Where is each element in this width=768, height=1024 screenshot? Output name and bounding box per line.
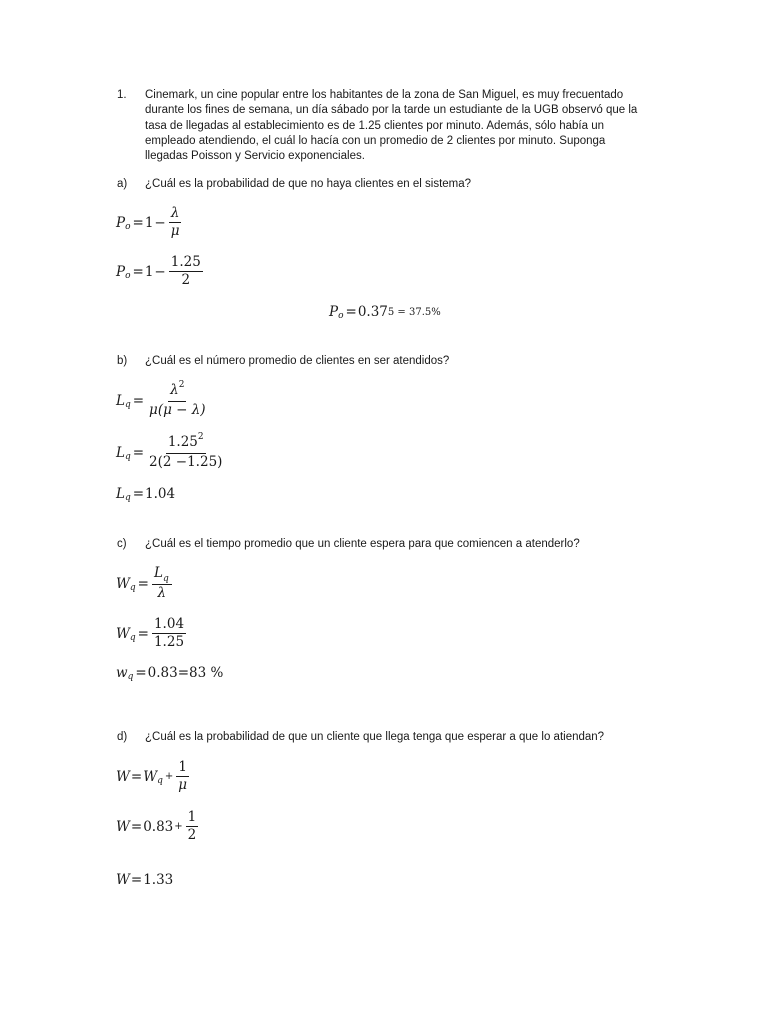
- formula-d1: W = W q + $\frac{1}{\mu}$: [116, 759, 188, 793]
- formula-a-result: P o = 0.37 5 = 37.5%: [329, 304, 441, 321]
- fraction: $\frac{1.04}{1.25}$: [153, 616, 185, 650]
- fraction: $\frac{1}{\mu}$: [178, 759, 188, 793]
- fraction: $\frac{1.25}{2}$: [170, 254, 201, 288]
- formula-b1: L q = $\frac{\lambda^2}{\mu(\mu - \lambda)}$: [116, 380, 206, 418]
- question-b-text: ¿Cuál es el número promedio de clientes en ser atendidos?: [145, 355, 450, 367]
- formula-c1: W q = $\frac{L_q}{\lambda}$: [116, 566, 174, 601]
- question-b-label: b): [117, 355, 128, 367]
- question-d-text: ¿Cuál es la probabilidad de que un cliente que llega tenga que esperar a que lo atiendan?: [145, 731, 605, 743]
- fraction: $\frac{\lambda^2}{\mu(\mu - \lambda)}$: [149, 380, 206, 418]
- fraction: $\frac{L_q}{\lambda}$: [152, 566, 172, 601]
- question-c-label: c): [117, 538, 127, 550]
- question-a-text: ¿Cuál es la probabilidad de que no haya clientes en el sistema?: [145, 178, 472, 190]
- formula-b2: L q = $\frac{1.25^2}{2(2 -1.25)}$: [116, 432, 223, 470]
- question-d-label: d): [117, 731, 128, 743]
- problem-number: 1.: [117, 89, 127, 101]
- fraction: $\frac{\lambda}{\mu}$: [170, 205, 180, 239]
- formula-a1: P o = 1 − $\frac{\lambda}{\mu}$: [116, 205, 180, 239]
- formula-d3: W = 1.33: [116, 872, 174, 888]
- fraction: $\frac{1}{2}$: [187, 809, 197, 843]
- formula-b3: L q = 1.04: [116, 486, 176, 503]
- formula-c3: w q = 0.83=83 %: [116, 665, 224, 682]
- problem-statement: Cinemark, un cine popular entre los habitantes de la zona de San Miguel, es muy frecuentado durante los fines de semana, un día sábado por la tarde un estudiante de la UGB observó que la tasa de llegadas al establecimiento es de 1.25 clientes por minuto. Además, sólo había un empleado atendiendo, el cuál lo hacía con un promedio de 2 clientes por minuto. Suponga llegadas Poisson y Servicio exponenciales.: [145, 89, 638, 163]
- question-c-text: ¿Cuál es el tiempo promedio que un cliente espera para que comiencen a atenderlo?: [145, 538, 580, 550]
- formula-d2: W = 0.83 + $\frac{1}{2}$: [116, 809, 197, 843]
- question-a-label: a): [117, 178, 128, 190]
- formula-c2: W q = $\frac{1.04}{1.25}$: [116, 616, 185, 650]
- fraction: $\frac{1.25^2}{2(2 -1.25)}$: [149, 432, 223, 470]
- formula-a2: P o = 1 − $\frac{1.25}{2}$: [116, 254, 201, 288]
